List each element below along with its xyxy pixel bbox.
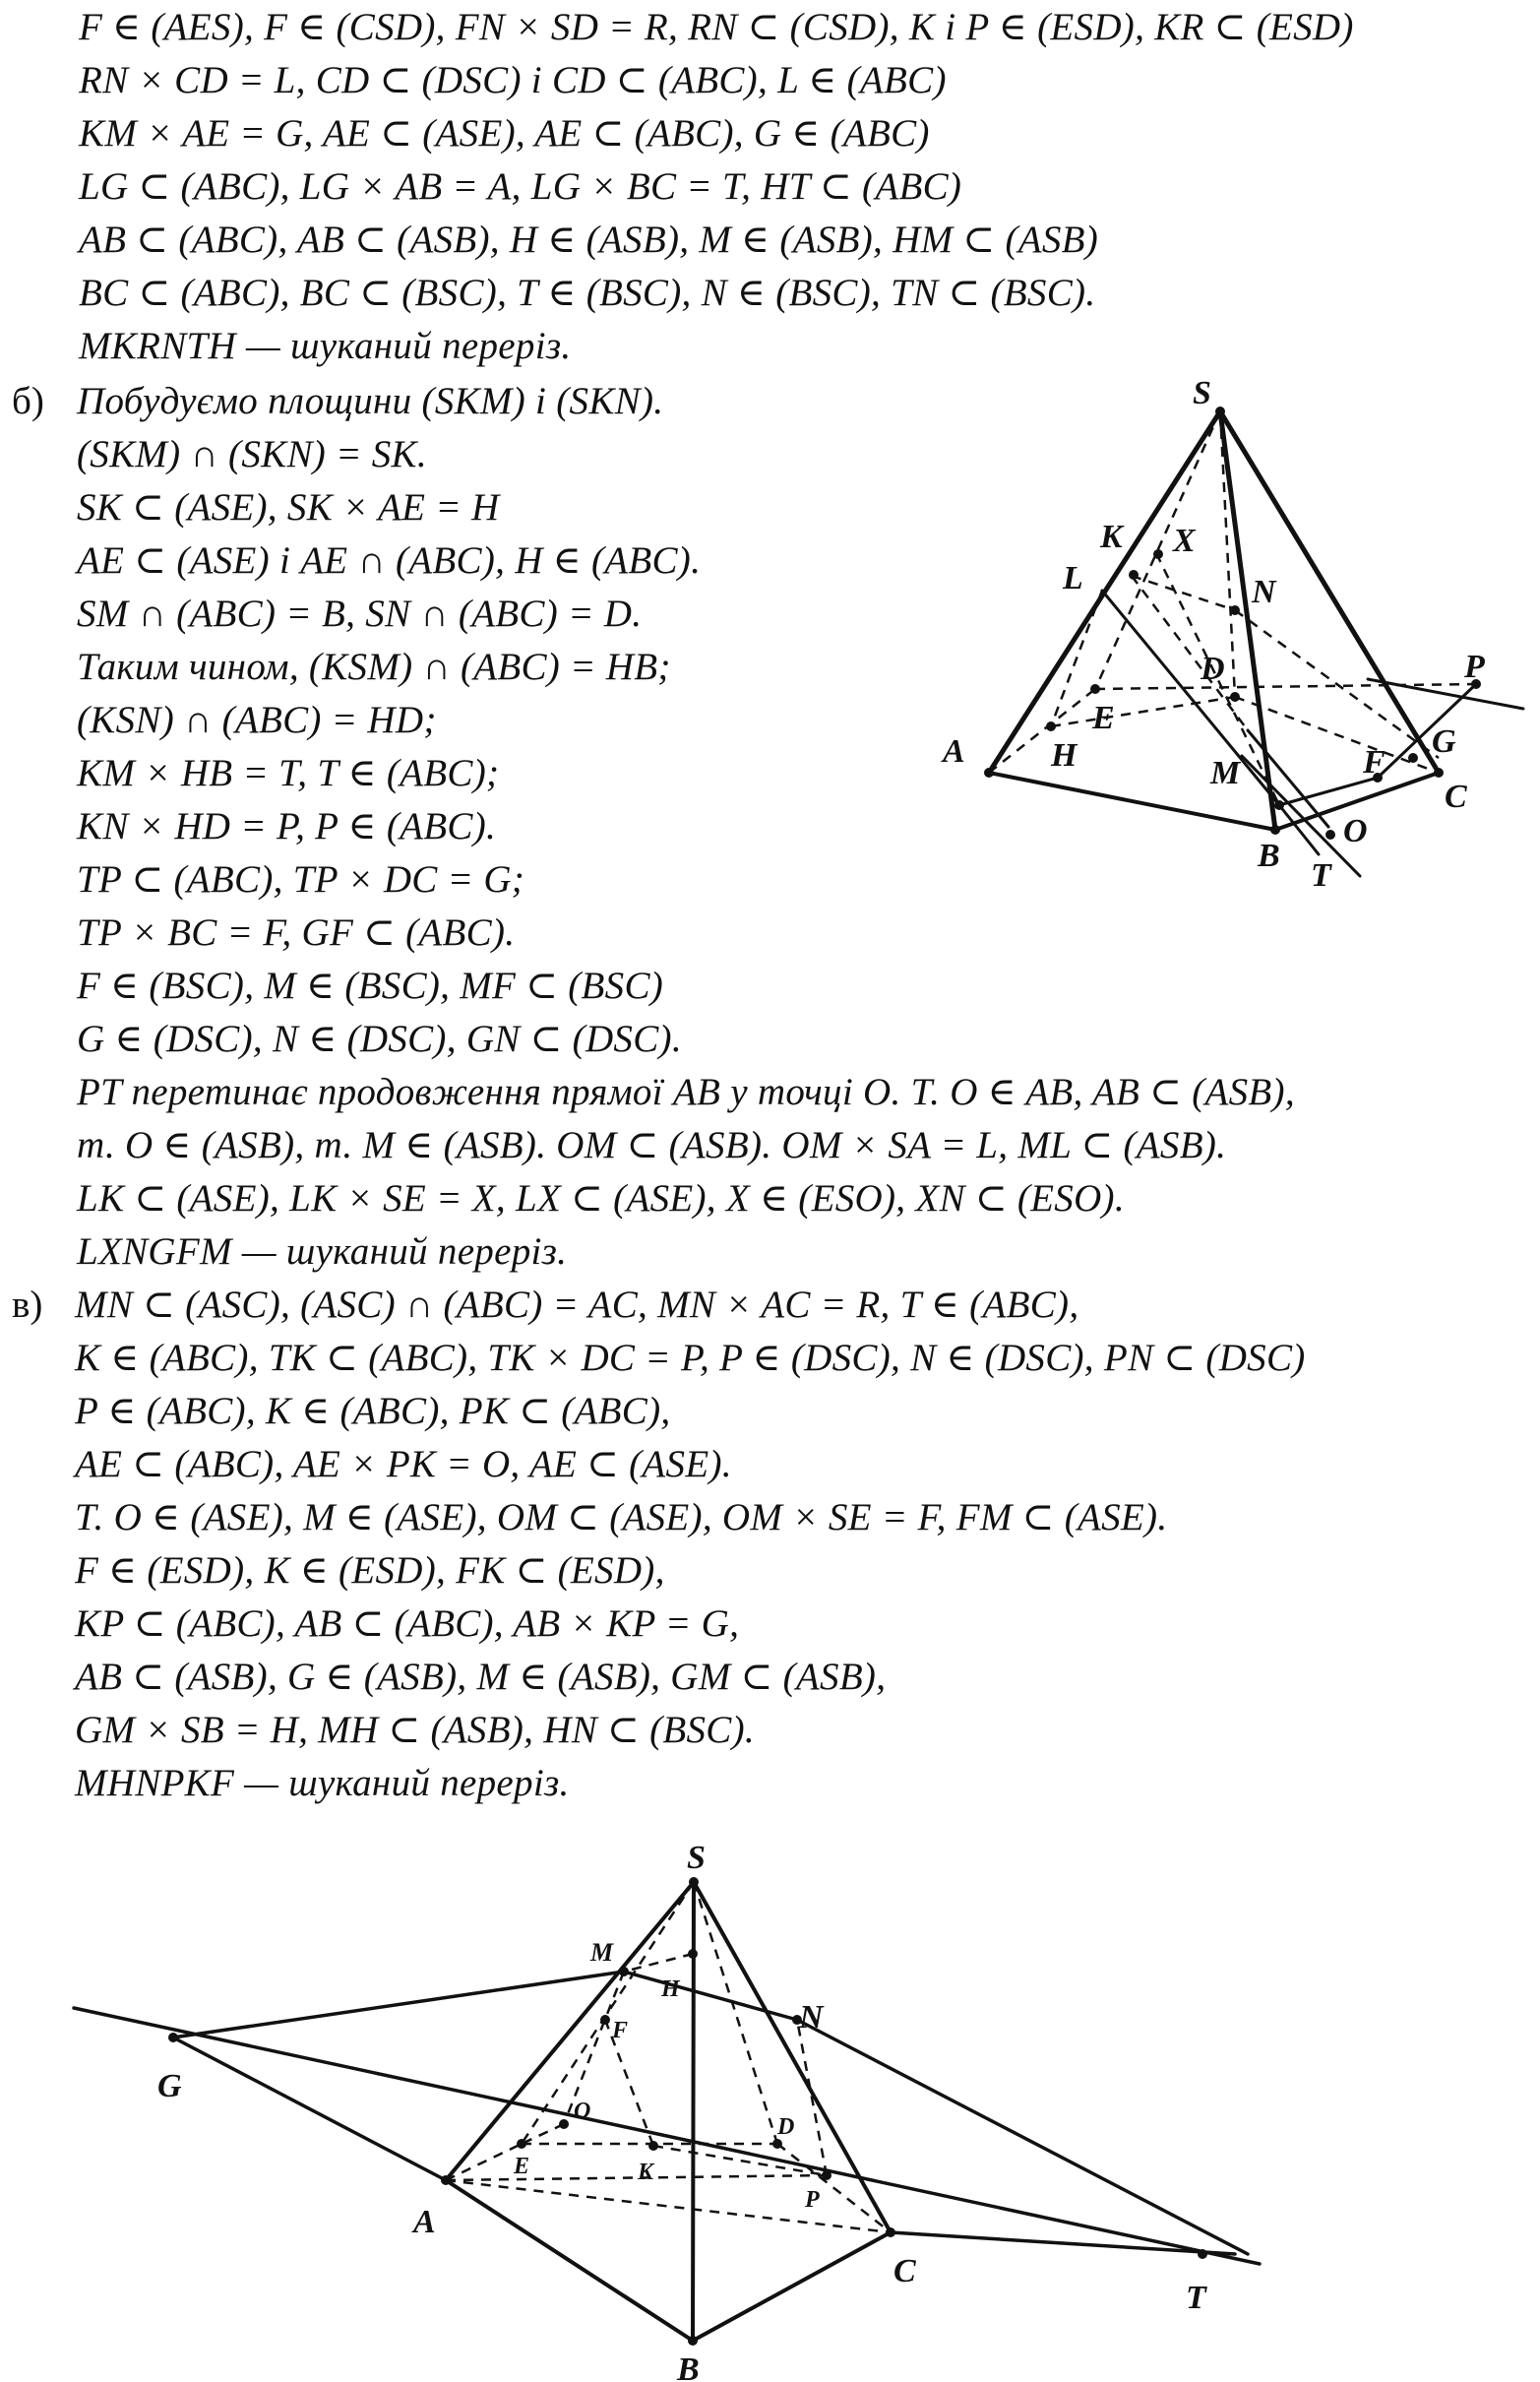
text-line: т. O ∈ (ASB), т. M ∈ (ASB). OM ⊂ (ASB). OM × SA = L, ML ⊂ (ASB). (77, 1124, 1227, 1166)
text-line: Т. O ∈ (ASE), M ∈ (ASE), OM ⊂ (ASE), OM × SE = F, FM ⊂ (ASE). (75, 1496, 1168, 1538)
text-line: SK ⊂ (ASE), SK × AE = H (77, 486, 500, 529)
label-A: A (943, 733, 965, 770)
text-line: MN ⊂ (ASC), (ASC) ∩ (ABC) = AC, MN × AC = R, T ∈ (ABC), (75, 1284, 1079, 1326)
text-line: G ∈ (DSC), N ∈ (DSC), GN ⊂ (DSC). (77, 1018, 682, 1060)
text-line: PT перетинає продовження прямої AB у точці O. Т. O ∈ AB, AB ⊂ (ASB), (77, 1071, 1295, 1113)
label-K: K (638, 2160, 654, 2185)
label-B: B (677, 2351, 700, 2382)
label-C: C (893, 2253, 916, 2289)
section-result: MKRNTH — шуканий переріз. (79, 325, 572, 367)
section-result: MHNPKF — шуканий переріз. (75, 1762, 570, 1804)
text-line: F ∈ (BSC), M ∈ (BSC), MF ⊂ (BSC) (77, 965, 664, 1007)
label-O: O (574, 2099, 591, 2124)
text-line: (KSN) ∩ (ABC) = HD; (77, 699, 437, 741)
label-H: H (661, 1976, 680, 2002)
label-N: N (1252, 574, 1276, 610)
text-line: F ∈ (AES), F ∈ (CSD), FN × SD = R, RN ⊂ (CSD), K і P ∈ (ESD), KR ⊂ (ESD) (79, 6, 1354, 48)
label-C: C (1445, 779, 1467, 815)
label-E: E (1092, 700, 1115, 736)
label-P: P (805, 2187, 820, 2213)
section-result: LXNGFM — шуканий переріз. (77, 1230, 568, 1273)
label-D: D (1201, 651, 1225, 687)
text-line: Таким чином, (KSM) ∩ (ABC) = HB; (77, 646, 671, 688)
label-X: X (1173, 523, 1196, 559)
text-line: KM × AE = G, AE ⊂ (ASE), AE ⊂ (ABC), G ∈ (ABC) (79, 112, 930, 155)
label-M: M (590, 1938, 614, 1967)
label-A: A (413, 2204, 436, 2240)
text-line: Побудуємо площини (SKM) і (SKN). (77, 380, 664, 422)
text-line: (SKM) ∩ (SKN) = SK. (77, 433, 427, 475)
label-S: S (1193, 375, 1211, 411)
label-F: F (612, 2018, 629, 2043)
label-B: B (1258, 838, 1280, 874)
label-T: T (1311, 857, 1331, 894)
text-line: TP ⊂ (ABC), TP × DC = G; (77, 858, 525, 901)
text-line: P ∈ (ABC), K ∈ (ABC), PK ⊂ (ABC), (75, 1390, 671, 1432)
label-P: P (1464, 649, 1485, 685)
label-G: G (1432, 723, 1456, 760)
text-line: K ∈ (ABC), TK ⊂ (ABC), TK × DC = P, P ∈ (DSC), N ∈ (DSC), PN ⊂ (DSC) (75, 1337, 1306, 1379)
text-line: AB ⊂ (ABC), AB ⊂ (ASB), H ∈ (ASB), M ∈ (ASB), HM ⊂ (ASB) (79, 219, 1099, 261)
label-O: O (1343, 813, 1368, 849)
text-line: RN × CD = L, CD ⊂ (DSC) і CD ⊂ (ABC), L ∈ (ABC) (79, 59, 947, 101)
text-line: KN × HD = P, P ∈ (ABC). (77, 805, 497, 847)
text-line: LG ⊂ (ABC), LG × AB = A, LG × BC = T, HT ⊂ (ABC) (79, 165, 962, 208)
text-line: BC ⊂ (ABC), BC ⊂ (BSC), T ∈ (BSC), N ∈ (BSC), TN ⊂ (BSC). (79, 272, 1096, 314)
label-G: G (157, 2068, 182, 2104)
label-L: L (1063, 560, 1083, 596)
text-line: F ∈ (ESD), K ∈ (ESD), FK ⊂ (ESD), (75, 1549, 665, 1592)
text-line: KP ⊂ (ABC), AB ⊂ (ABC), AB × KP = G, (75, 1602, 740, 1645)
label-N: N (799, 1999, 824, 2036)
section-b-marker: б) (12, 380, 44, 422)
label-D: D (777, 2114, 795, 2140)
text-line: AB ⊂ (ASB), G ∈ (ASB), M ∈ (ASB), GM ⊂ (ASB), (75, 1656, 887, 1698)
label-T: T (1186, 2280, 1206, 2316)
label-K: K (1100, 519, 1123, 555)
text-line: TP × BC = F, GF ⊂ (ABC). (77, 911, 516, 954)
label-E: E (514, 2154, 530, 2179)
label-M: M (1210, 755, 1241, 791)
label-H: H (1051, 737, 1078, 774)
text-line: LK ⊂ (ASE), LK × SE = X, LX ⊂ (ASE), X ∈ (ESO), XN ⊂ (ESO). (77, 1177, 1125, 1220)
text-line: SM ∩ (ABC) = B, SN ∩ (ABC) = D. (77, 593, 643, 635)
text-line: AE ⊂ (ASE) і AE ∩ (ABC), H ∈ (ABC). (77, 539, 702, 582)
text-line: KM × HB = T, T ∈ (ABC); (77, 752, 500, 794)
text-line: AE ⊂ (ABC), AE × PK = O, AE ⊂ (ASE). (75, 1443, 732, 1485)
text-line: GM × SB = H, MH ⊂ (ASB), HN ⊂ (BSC). (75, 1709, 755, 1751)
label-F: F (1363, 744, 1386, 781)
label-S: S (687, 1840, 706, 1876)
section-c-marker: в) (12, 1284, 43, 1326)
